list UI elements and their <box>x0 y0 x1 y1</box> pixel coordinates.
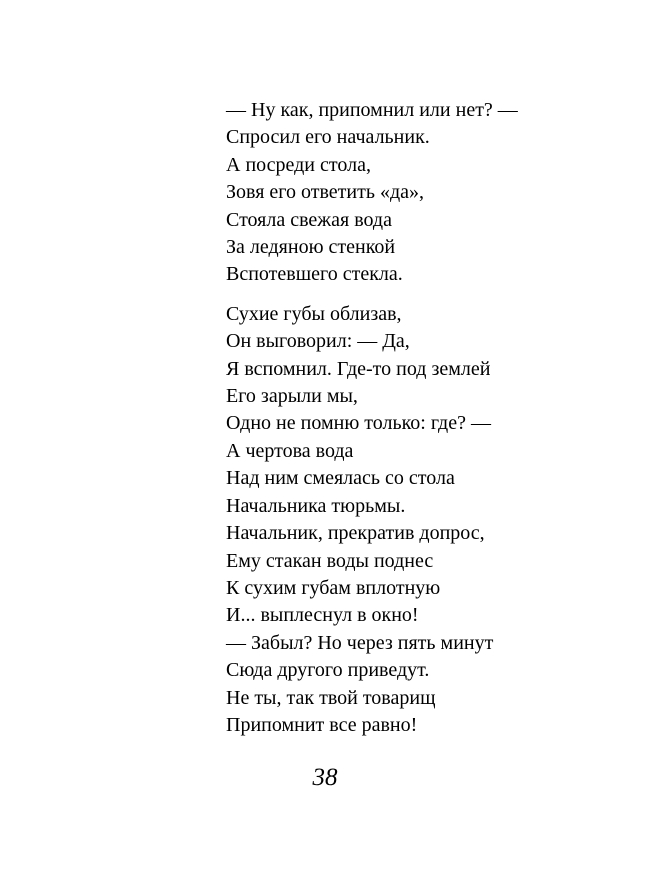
poem-line: Одно не помню только: где? — <box>226 412 491 435</box>
poem-line: Вспотевшего стекла. <box>226 263 403 286</box>
poem-line: Его зарыли мы, <box>226 385 358 408</box>
poem-line: Я вспомнил. Где-то под землей <box>226 357 491 380</box>
poem-line: А посреди стола, <box>226 153 371 176</box>
page-number: 38 <box>312 764 338 791</box>
poem-line: Сюда другого приведут. <box>226 659 430 682</box>
poem-line: Припомнит все равно! <box>226 713 418 736</box>
poem-line: И... выплеснул в окно! <box>226 604 419 627</box>
poem-line: К сухим губам вплотную <box>226 576 441 599</box>
poem-line: Спросил его начальник. <box>226 126 430 149</box>
poem-line: — Ну как, припомнил или нет? — <box>226 99 518 121</box>
poem-line: Он выговорил: — Да, <box>226 330 410 353</box>
poem-line: Начальник, прекратив допрос, <box>226 522 485 545</box>
poem-line: Не ты, так твой товарищ <box>226 686 436 709</box>
poem-line: Стояла свежая вода <box>226 208 392 231</box>
poem-line: Зовя его ответить «да», <box>226 181 425 204</box>
poem-text <box>226 97 606 739</box>
poem-line: А чертова вода <box>226 439 354 462</box>
poem-line: За ледяною стенкой <box>226 236 396 259</box>
poem-line: — Забыл? Но через пять минут <box>226 631 494 654</box>
poem-line: Начальника тюрьмы. <box>226 494 406 517</box>
stanza-1 <box>226 97 606 289</box>
poem-line: Сухие губы облизав, <box>226 302 402 325</box>
poem-line: Ему стакан воды поднес <box>226 549 434 572</box>
poem-line: Над ним смеялась со стола <box>226 467 455 490</box>
stanza-2 <box>226 301 606 740</box>
